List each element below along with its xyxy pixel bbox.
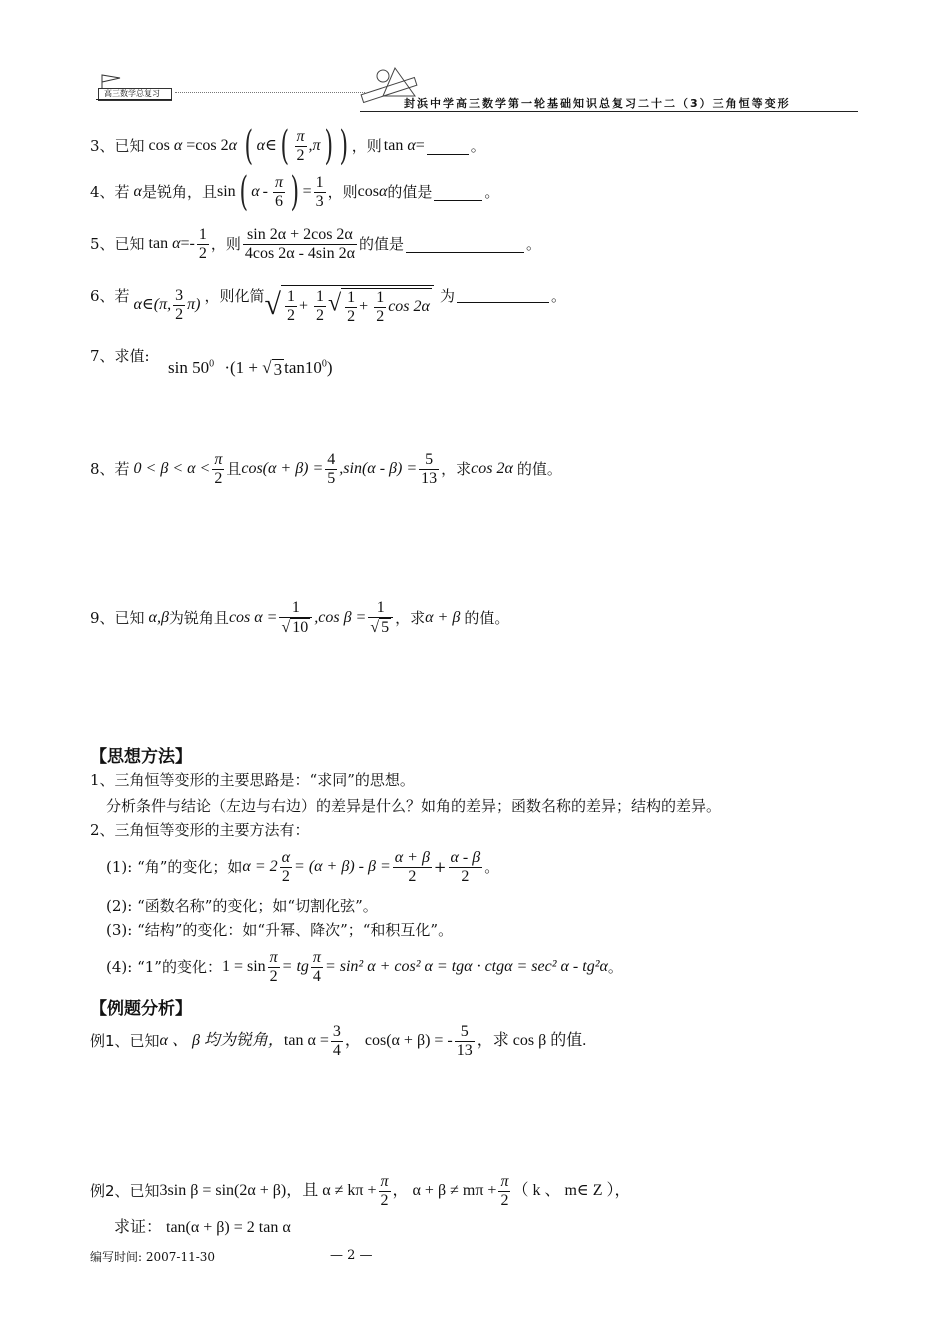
example-2-prove: 求证： tan(α + β) = 2 tan α [114, 1219, 291, 1236]
method-item-1: (1): “角”的变化；如 α = 2 $\frac{\alpha}{2}$ = (α + β) - β = $\frac{\alpha + \beta}{2}$ + $\frac{\alpha - \beta}{2}$ 。 [106, 848, 500, 885]
answer-blank[interactable] [406, 236, 524, 253]
answer-blank[interactable] [434, 184, 482, 201]
problem-4: 4、若 α 是锐角，且 sin ( α - $\frac{\pi}{6}$ ) = $\frac{1}{3}$ ，则 cos α 的值是 。 [90, 169, 500, 215]
methods-line-2: 分析条件与结论（左边与右边）的差异是什么？如角的差异；函数名称的差异；结构的差异。 [106, 797, 722, 815]
problem-6: 6、若 α∈(π, $\frac{3}{2}$ π) ，则化简 √ $\frac{1}{2}$ + $\frac{1}{2}$ √ $\frac{1}{2}$ + $\frac{1}{2}$ cos 2α 为 。 [90, 286, 566, 325]
method-item-4: (4): “1”的变化： 1 = sin $\frac{\pi}{2}$ = tg $\frac{\pi}{4}$ = sin² α + cos² α = tgα · ctgα = sec² α - tg²α 。 [106, 948, 623, 985]
header-title: 封浜中学高三数学第一轮基础知识总复习二十二（3）三角恒等变形 [404, 97, 791, 110]
problem-8-number: 8、若 [90, 460, 130, 478]
footer-time: 编写时间: 2007-11-30 [90, 1250, 216, 1264]
problem-9-number: 9、已知 [90, 609, 145, 627]
method-item-3: (3): “结构”的变化：如“升幂、降次”；“和积互化”。 [106, 921, 454, 939]
problem-4-number: 4、若 [90, 183, 130, 201]
problem-9: 9、已知 α,β 为锐角且 cos α = $\frac{1}{√ 10}$ ,cos β = $\frac{1}{√ 5}$ ，求 α + β 的值。 [90, 599, 510, 636]
sqrt-symbol: √ [264, 288, 281, 321]
nested-radical: $\frac{1}{2}$ + $\frac{1}{2}$ √ $\frac{1}{2}$ + $\frac{1}{2}$ cos 2α [281, 285, 434, 326]
pi-over-2: $\frac{\pi}{2}$ [296, 127, 305, 164]
methods-line-1: 1、三角恒等变形的主要思路是：“求同”的思想。 [90, 771, 415, 789]
methods-heading: 【思想方法】 [90, 747, 192, 767]
methods-line-3: 2、三角恒等变形的主要方法有： [90, 821, 310, 839]
header-rule-left [96, 99, 172, 100]
problem-6-number: 6、若 [90, 287, 130, 305]
logo-text: 高三数学总复习 [104, 89, 160, 98]
problem-7-number: 7、求值: [90, 347, 150, 365]
header-dotted-rule [175, 92, 365, 93]
example-2: 例2、已知 3sin β = sin(2α + β)，且 α ≠ kπ + $\frac{\pi}{2}$ ， α + β ≠ mπ + $\frac{\pi}{2}$ （ k 、 m∈ Z ）， [90, 1172, 631, 1209]
problem-7-expr: $\sin 50^0 \cdot(1$ + √ 3 $\tan 10^0$) [168, 358, 333, 379]
answer-blank[interactable] [457, 286, 549, 303]
examples-heading: 【例题分析】 [90, 999, 192, 1019]
method-item-2: (2): “函数名称”的变化；如“切割化弦”。 [106, 897, 378, 915]
problem-3: 3、已知 cos α =cos 2 α ( α ∈ ( $\frac{\pi}{2}$ , π ) ) ，则 tan α = 。 [90, 123, 486, 169]
problem-5: 5、已知 tan α =- $\frac{1}{2}$ ，则 $\frac{\sin 2\alpha + 2\cos 2\alpha}{4\cos 2\alpha - 4\sin 2\alpha}$ 的值是 。 [90, 225, 541, 262]
answer-blank[interactable] [427, 138, 469, 155]
problem-8: 8、若 0 < β < α < $\frac{\pi}{2}$ 且 cos(α + β) = $\frac{4}{5}$ ,sin(α - β) = $\frac{5}{13}$ ，求 cos 2α 的值。 [90, 450, 562, 487]
problem-5-number: 5、已知 [90, 235, 145, 253]
problem-3-number: 3、已知 [90, 137, 145, 155]
header-rule [360, 111, 858, 112]
problem-7 [90, 346, 150, 366]
page-number: — 2 — [330, 1248, 373, 1263]
example-1: 例1、已知 α 、 β 均为锐角， tan α = $\frac{3}{4}$ ， cos(α + β) = - $\frac{5}{13}$ ，求 cos β 的值. [90, 1022, 587, 1059]
